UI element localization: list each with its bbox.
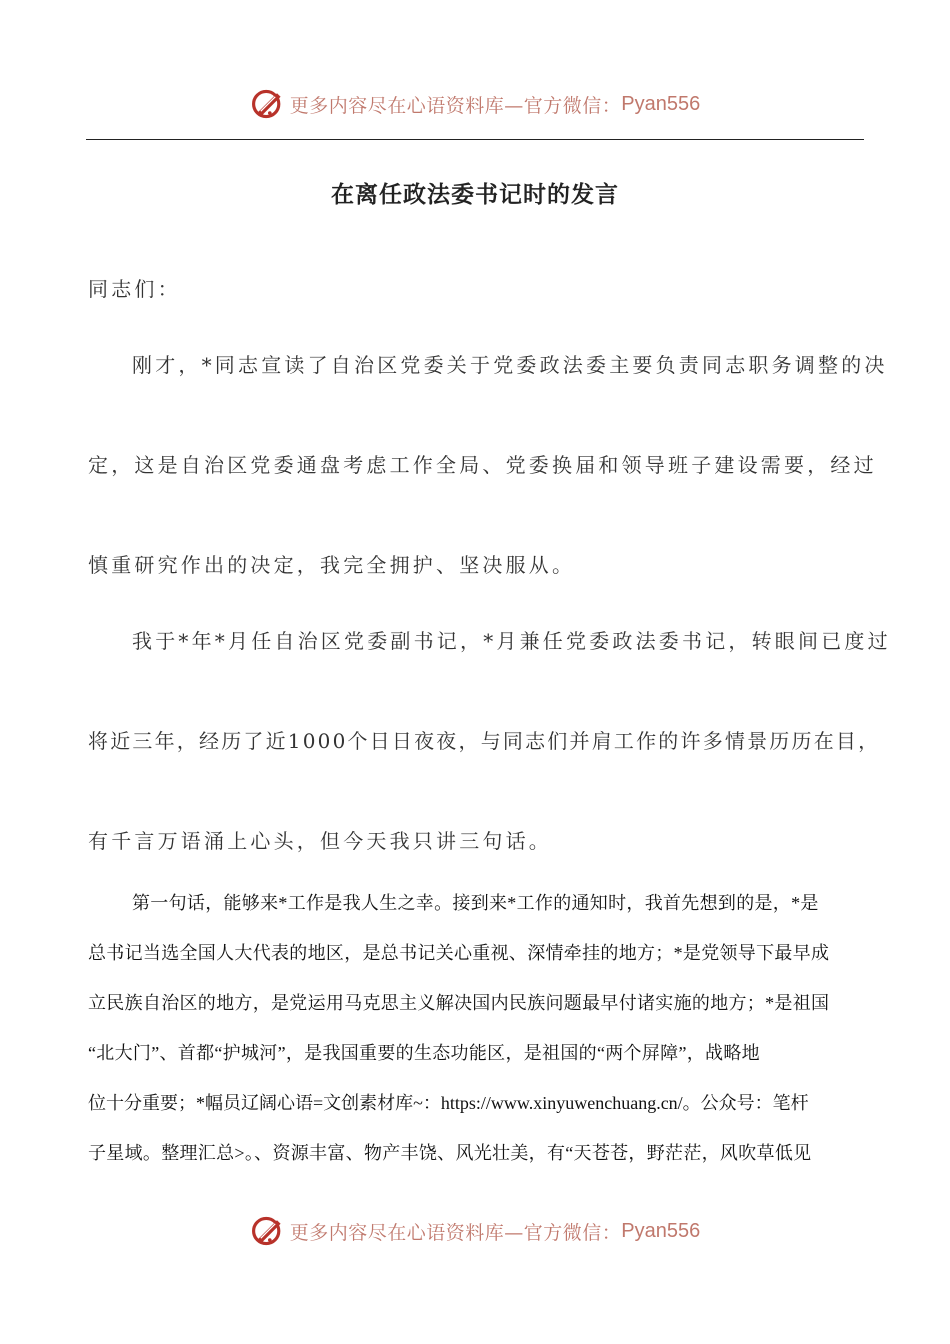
- paragraph-line: 总书记当选全国人大代表的地区，是总书记关心重视、深情牵挂的地方；*是党领导下最早成: [88, 943, 830, 963]
- paragraph-line: 立民族自治区的地方，是党运用马克思主义解决国内民族问题最早付诸实施的地方；*是祖国: [88, 993, 830, 1013]
- paragraph-line: “北大门”、首都“护城河”，是我国重要的生态功能区，是祖国的“两个屏障”，战略地: [88, 1043, 760, 1063]
- paragraph-line: 位十分重要；*幅员辽阔心语=文创素材库~：https://www.xinyuwenchuang.cn/。公众号：笔杆: [88, 1093, 809, 1113]
- paragraph-line: 我于*年*月任自治区党委副书记，*月兼任党委政法委书记，转眼间已度过: [132, 629, 891, 653]
- quill-logo-icon: [250, 1213, 286, 1249]
- header-divider: [86, 139, 864, 140]
- banner-text: 更多内容尽在心语资料库—官方微信：: [289, 94, 622, 117]
- header-banner: [0, 84, 950, 124]
- banner-text: 更多内容尽在心语资料库—官方微信：: [289, 1221, 622, 1244]
- paragraph-line: 慎重研究作出的决定，我完全拥护、坚决服从。: [88, 553, 576, 577]
- quill-logo-icon: [250, 86, 286, 122]
- footer-banner: [0, 1211, 950, 1251]
- document-title: 在离任政法委书记时的发言: [331, 181, 619, 208]
- paragraph-line: 定，这是自治区党委通盘考虑工作全局、党委换届和领导班子建设需要，经过: [88, 453, 877, 477]
- paragraph-line: 子星域。整理汇总>。、资源丰富、物产丰饶、风光壮美，有“天苍苍，野茫茫，风吹草低见: [88, 1143, 812, 1163]
- paragraph-line: 第一句话，能够来*工作是我人生之幸。接到来*工作的通知时，我首先想到的是，*是: [132, 893, 819, 913]
- salutation: 同志们：: [88, 277, 181, 301]
- wechat-id: Pyan556: [621, 92, 701, 115]
- paragraph-line: 刚才，*同志宣读了自治区党委关于党委政法委主要负责同志职务调整的决: [132, 353, 888, 377]
- paragraph-line: 将近三年，经历了近1000个日日夜夜，与同志们并肩工作的许多情景历历在目，: [88, 729, 881, 753]
- paragraph-line: 有千言万语涌上心头，但今天我只讲三句话。: [88, 829, 552, 853]
- wechat-id: Pyan556: [621, 1219, 701, 1242]
